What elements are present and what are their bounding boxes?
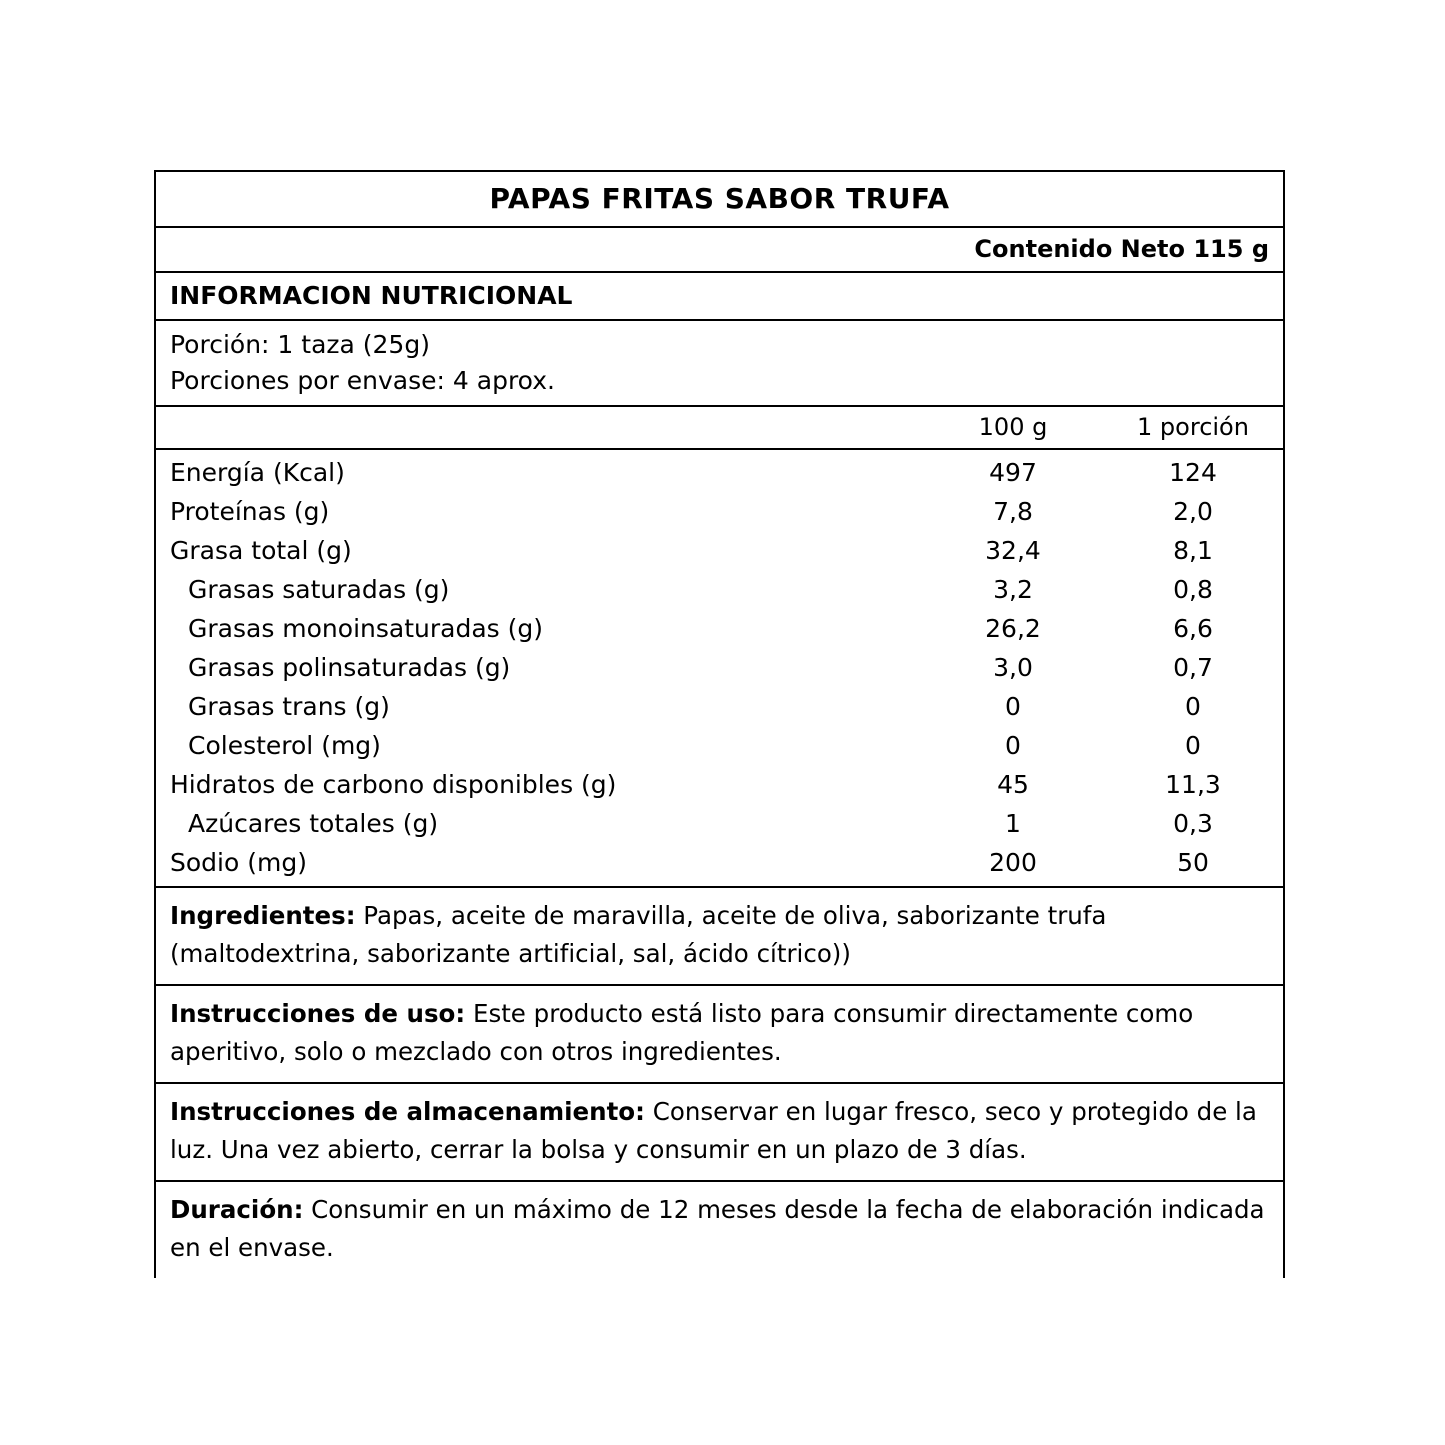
table-row <box>156 648 1283 687</box>
nutrient-portion: 0 <box>1185 731 1201 760</box>
nutrient-100g: 3,0 <box>993 653 1033 682</box>
nutrient-100g: 26,2 <box>985 614 1041 643</box>
table-row <box>156 726 1283 765</box>
nutrient-100g: 497 <box>989 458 1037 487</box>
product-title: PAPAS FRITAS SABOR TRUFA <box>156 172 1283 228</box>
table-row <box>156 609 1283 648</box>
nutrient-name: Hidratos de carbono disponibles (g) <box>170 770 617 799</box>
nutrient-portion: 0,7 <box>1173 653 1213 682</box>
duration-label: Duración: <box>170 1194 304 1224</box>
table-row <box>156 687 1283 726</box>
table-row <box>156 765 1283 804</box>
nutrient-name: Energía (Kcal) <box>170 458 345 487</box>
nutrient-portion: 0,3 <box>1173 809 1213 838</box>
nutrient-name: Grasa total (g) <box>170 536 352 565</box>
nutrient-name: Azúcares totales (g) <box>188 809 439 838</box>
duration-section <box>156 1182 1283 1278</box>
portion-size: Porción: 1 taza (25g) <box>170 330 430 359</box>
table-row <box>156 531 1283 570</box>
nutrient-100g: 200 <box>989 848 1037 877</box>
nutrient-name: Proteínas (g) <box>170 497 330 526</box>
nutrient-portion: 11,3 <box>1165 770 1221 799</box>
ingredients-section <box>156 888 1283 986</box>
ingredients-text: Papas, aceite de maravilla, aceite de oliva, saborizante trufa (maltodextrina, saborizante artificial, sal, ácido cítrico)) <box>170 901 1107 968</box>
nutrient-100g: 45 <box>997 770 1029 799</box>
nutrient-name: Grasas polinsaturadas (g) <box>188 653 511 682</box>
nutrient-name: Grasas saturadas (g) <box>188 575 450 604</box>
nutrient-portion: 124 <box>1169 458 1217 487</box>
net-content: Contenido Neto 115 g <box>156 228 1283 273</box>
storage-section <box>156 1084 1283 1182</box>
column-header-name <box>156 413 923 441</box>
nutrient-100g: 3,2 <box>993 575 1033 604</box>
table-row <box>156 453 1283 492</box>
nutrient-portion: 0 <box>1185 692 1201 721</box>
duration-text: Consumir en un máximo de 12 meses desde la fecha de elaboración indicada en el envase. <box>170 1194 1265 1262</box>
nutrient-name: Sodio (mg) <box>170 848 307 877</box>
nutrition-section-heading: INFORMACION NUTRICIONAL <box>156 273 1283 321</box>
table-row <box>156 804 1283 843</box>
nutrient-name: Colesterol (mg) <box>188 731 381 760</box>
nutrient-portion: 6,6 <box>1173 614 1213 643</box>
nutrient-100g: 1 <box>1005 809 1021 838</box>
usage-label: Instrucciones de uso: <box>170 998 466 1028</box>
table-row <box>156 843 1283 882</box>
column-header-portion: 1 porción <box>1137 413 1249 441</box>
nutrient-100g: 7,8 <box>993 497 1033 526</box>
nutrient-portion: 2,0 <box>1173 497 1213 526</box>
nutrition-label <box>154 170 1285 1278</box>
nutrition-table-body <box>156 450 1283 888</box>
portion-info <box>156 321 1283 407</box>
nutrient-name: Grasas trans (g) <box>188 692 390 721</box>
nutrient-100g: 32,4 <box>985 536 1041 565</box>
table-row <box>156 492 1283 531</box>
storage-label: Instrucciones de almacenamiento: <box>170 1096 645 1126</box>
usage-text: Este producto está listo para consumir directamente como aperitivo, solo o mezclado con otros ingredientes. <box>170 998 1194 1066</box>
ingredients-label: Ingredientes: <box>170 901 356 930</box>
column-header-100g: 100 g <box>978 413 1048 441</box>
storage-text: Conservar en lugar fresco, seco y protegido de la luz. Una vez abierto, cerrar la bolsa y consumir en un plazo de 3 días. <box>170 1096 1257 1164</box>
portions-per-package: Porciones por envase: 4 aprox. <box>170 365 555 395</box>
nutrient-portion: 8,1 <box>1173 536 1213 565</box>
nutrient-portion: 0,8 <box>1173 575 1213 604</box>
nutrient-100g: 0 <box>1005 692 1021 721</box>
nutrient-100g: 0 <box>1005 731 1021 760</box>
nutrient-portion: 50 <box>1177 848 1209 877</box>
usage-section <box>156 986 1283 1084</box>
nutrient-name: Grasas monoinsaturadas (g) <box>188 614 543 643</box>
nutrition-table-header <box>156 407 1283 450</box>
table-row <box>156 570 1283 609</box>
